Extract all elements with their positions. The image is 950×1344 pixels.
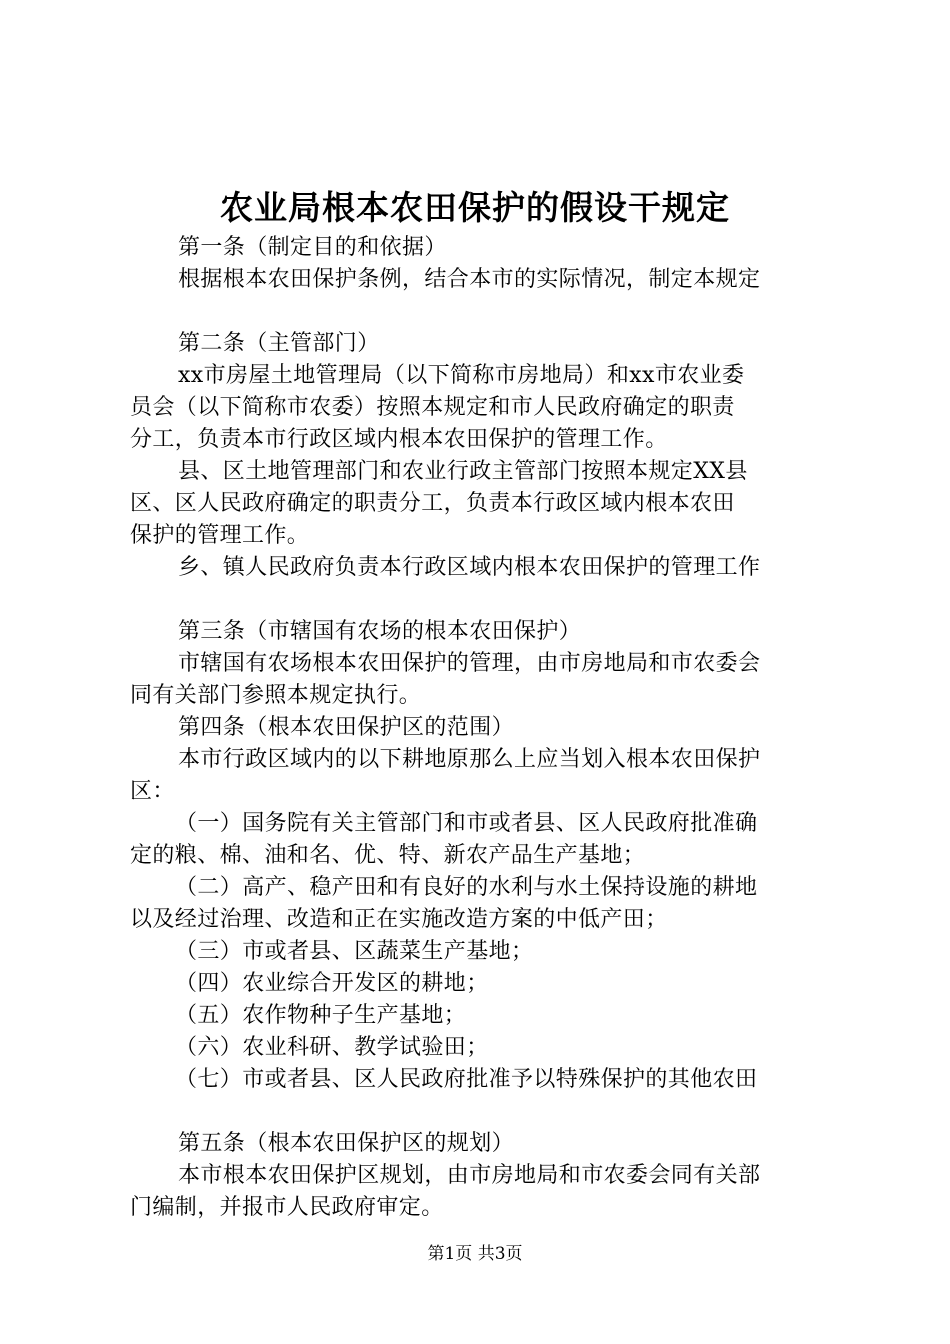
text-line: 区、区人民政府确定的职责分工，负责本行政区域内根本农田: [130, 491, 735, 516]
text-line: 第三条（市辖国有农场的根本农田保护）: [178, 619, 582, 644]
document-title: 农业局根本农田保护的假设干规定: [220, 188, 730, 227]
text-line: 本市行政区域内的以下耕地原那么上应当划入根本农田保护: [178, 747, 761, 772]
text-line: 以及经过治理、改造和正在实施改造方案的中低产田；: [130, 907, 668, 932]
text-line: （二）高产、稳产田和有良好的水利与水土保持设施的耕地: [175, 875, 758, 900]
text-line: （一）国务院有关主管部门和市或者县、区人民政府批准确: [175, 811, 758, 836]
text-line: 根据根本农田保护条例，结合本市的实际情况，制定本规定: [178, 267, 761, 292]
text-line: 保护的管理工作。: [130, 523, 310, 548]
text-line: 县、区土地管理部门和农业行政主管部门按照本规定XX县: [178, 459, 748, 484]
blank-line: [130, 584, 835, 616]
blank-line: [130, 1096, 835, 1128]
text-line: 门编制，并报市人民政府审定。: [130, 1195, 444, 1220]
document-body: [130, 232, 835, 1224]
text-line: 第五条（根本农田保护区的规划）: [178, 1131, 515, 1156]
text-line: 第二条（主管部门）: [178, 331, 380, 356]
text-line: 乡、镇人民政府负责本行政区域内根本农田保护的管理工作: [178, 555, 761, 580]
text-line: 第四条（根本农田保护区的范围）: [178, 715, 515, 740]
text-line: 分工，负责本市行政区域内根本农田保护的管理工作。: [130, 427, 668, 452]
text-line: （六）农业科研、教学试验田；: [175, 1035, 489, 1060]
text-line: （四）农业综合开发区的耕地；: [175, 971, 489, 996]
text-line: xx市房屋土地管理局（以下简称市房地局）和xx市农业委: [178, 363, 745, 388]
text-line: （五）农作物种子生产基地；: [175, 1003, 467, 1028]
text-line: 第一条（制定目的和依据）: [178, 235, 447, 260]
text-line: 定的粮、棉、油和名、优、特、新农产品生产基地；: [130, 843, 646, 868]
text-line: 市辖国有农场根本农田保护的管理，由市房地局和市农委会: [178, 651, 761, 676]
text-line: 员会（以下简称市农委）按照本规定和市人民政府确定的职责: [130, 395, 735, 420]
text-line: 本市根本农田保护区规划，由市房地局和市农委会同有关部: [178, 1163, 761, 1188]
text-line: （三）市或者县、区蔬菜生产基地；: [175, 939, 534, 964]
text-line: 区：: [130, 779, 175, 804]
blank-line: [130, 296, 835, 328]
text-line: 同有关部门参照本规定执行。: [130, 683, 422, 708]
text-line: （七）市或者县、区人民政府批准予以特殊保护的其他农田: [175, 1067, 758, 1092]
page-footer: 第1页 共3页: [427, 1244, 523, 1264]
